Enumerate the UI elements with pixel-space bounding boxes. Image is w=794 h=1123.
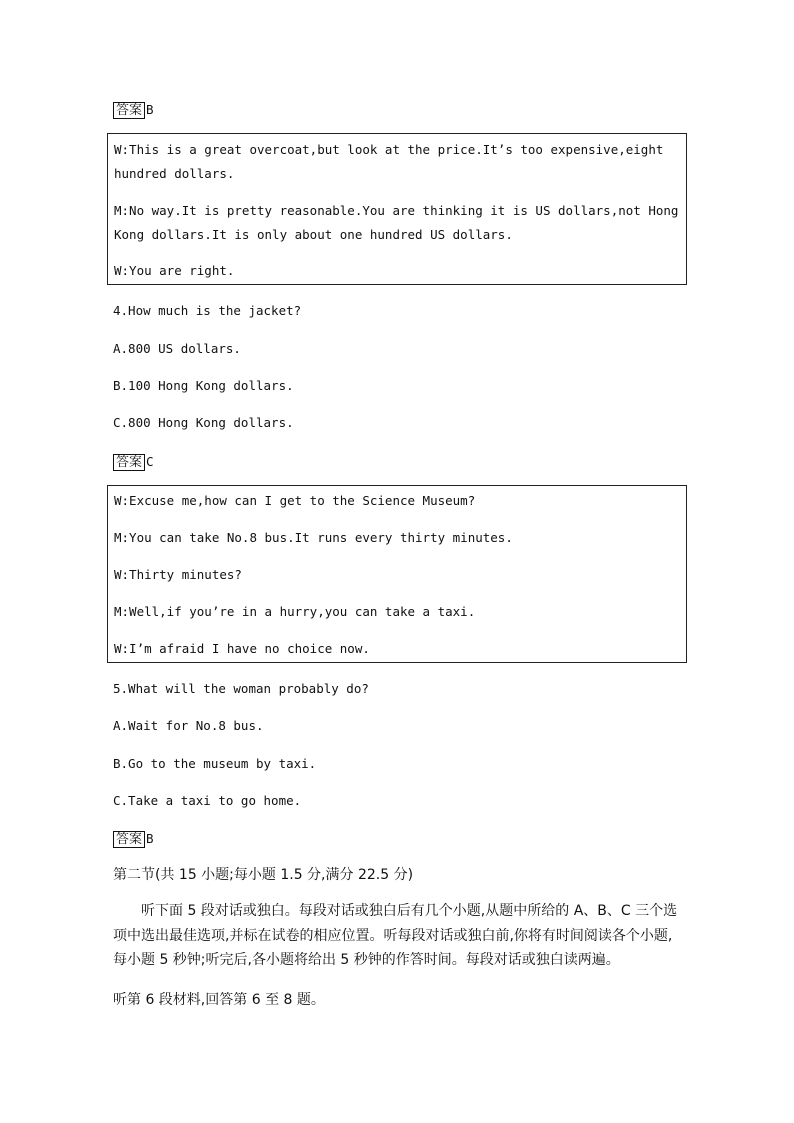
- dialog-line: W:You are right.: [114, 263, 235, 278]
- dialog-line: M:You can take No.8 bus.It runs every thirty minutes.: [114, 530, 513, 545]
- option-b: B.Go to the museum by taxi.: [113, 756, 317, 771]
- answer-label: [113, 828, 154, 847]
- dialog-line: W:Excuse me,how can I get to the Science Museum?: [114, 493, 476, 508]
- answer-tag: 答案: [113, 454, 145, 471]
- answer-label: [113, 99, 154, 118]
- answer-value: B: [146, 102, 154, 117]
- answer-tag: 答案: [113, 831, 145, 848]
- dialog-line: M:No way.It is pretty reasonable.You are thinking it is US dollars,not Hong Kong dollars.It is only about one hundred US dollars.: [114, 203, 679, 242]
- option-b: B.100 Hong Kong dollars.: [113, 378, 294, 393]
- dialog-line: W:I’m afraid I have no choice now.: [114, 641, 370, 656]
- dialog-line: W:Thirty minutes?: [114, 567, 242, 582]
- instructions-paragraph: 听下面 5 段对话或独白。每段对话或独白后有几个小题,从题中所给的 A、B、C 三个选项中选出最佳选项,并标在试卷的相应位置。听每段对话或独白前,你将有时间阅读各个小题,每小题 5 秒钟;听完后,各小题将给出 5 秒钟的作答时间。每段对话或独白读两遍。: [113, 903, 678, 968]
- option-c: C.800 Hong Kong dollars.: [113, 415, 294, 430]
- question-text: 4.How much is the jacket?: [113, 303, 302, 318]
- section-heading: 第二节(共 15 小题;每小题 1.5 分,满分 22.5 分): [113, 867, 414, 883]
- dialog-line: M:Well,if you’re in a hurry,you can take a taxi.: [114, 604, 476, 619]
- material-prompt: 听第 6 段材料,回答第 6 至 8 题。: [113, 992, 325, 1008]
- dialog-box: [107, 485, 687, 663]
- answer-value: B: [146, 831, 154, 846]
- option-a: A.800 US dollars.: [113, 341, 241, 356]
- answer-value: C: [146, 454, 154, 469]
- dialog-line: W:This is a great overcoat,but look at the price.It’s too expensive,eight hundred dollars.: [114, 142, 664, 181]
- option-c: C.Take a taxi to go home.: [113, 793, 302, 808]
- question-text: 5.What will the woman probably do?: [113, 681, 369, 696]
- answer-label: [113, 451, 154, 470]
- dialog-box: [107, 133, 687, 285]
- option-a: A.Wait for No.8 bus.: [113, 718, 264, 733]
- answer-tag: 答案: [113, 102, 145, 119]
